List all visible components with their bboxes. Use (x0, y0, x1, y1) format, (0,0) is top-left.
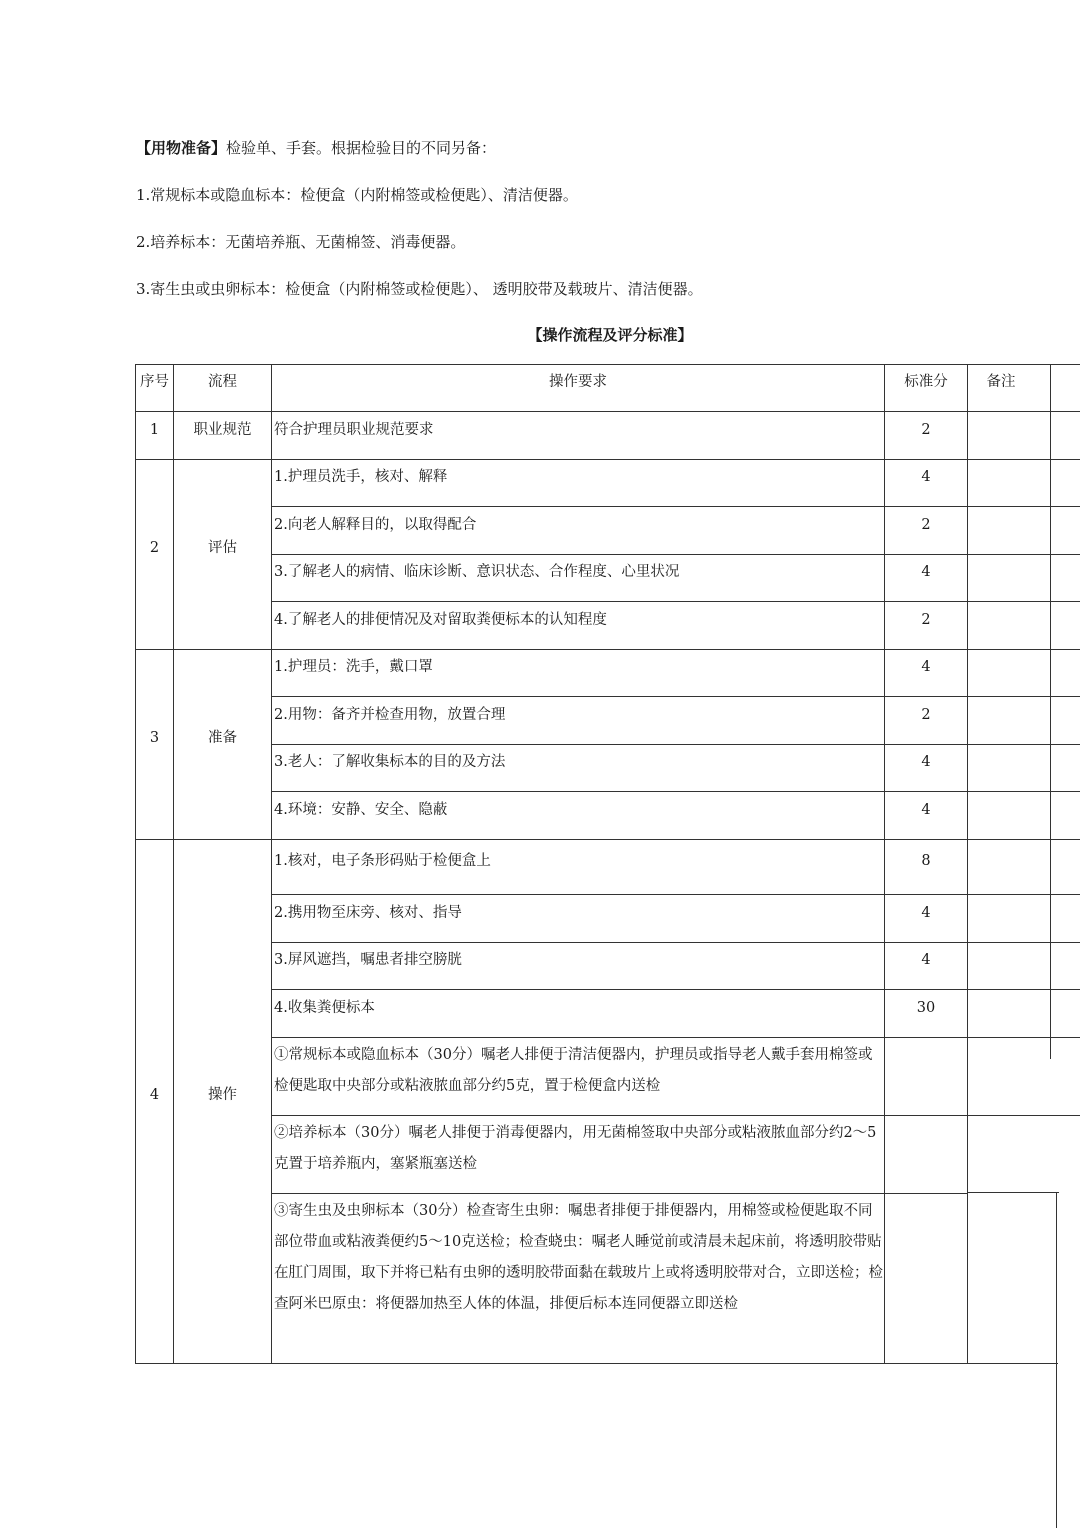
table-border-top (136, 364, 1080, 365)
table-row-score: 2 (921, 517, 931, 533)
table-divider (271, 1193, 967, 1194)
group-process: 职业规范 (193, 422, 252, 438)
group-process: 准备 (208, 730, 237, 746)
table-divider (136, 411, 1080, 412)
table-row-score: 8 (921, 853, 931, 869)
materials-item: 1.常规标本或隐血标本：检便盒（内附棉签或检便匙）、清洁便器。 (136, 186, 578, 204)
table-row-score: 2 (921, 707, 931, 723)
table-row-score: 4 (921, 469, 931, 485)
table-row-score: 4 (921, 754, 931, 770)
table-row-requirement: 3.老人：了解收集标本的目的及方法 (274, 754, 506, 770)
table-divider (136, 649, 1080, 650)
table-column-line (173, 364, 174, 1364)
table-row-requirement: 3.了解老人的病情、临床诊断、意识状态、合作程度、心里状况 (274, 564, 680, 580)
table-column-line (271, 364, 272, 1364)
group-process: 操作 (208, 1087, 237, 1103)
table-divider (271, 791, 1080, 792)
group-no: 4 (149, 1087, 160, 1103)
table-row-score: 4 (921, 952, 931, 968)
table-divider (136, 839, 1080, 840)
table-divider (136, 459, 1080, 460)
table-divider (271, 894, 1080, 895)
table-row-requirement: 1.护理员洗手，核对、解释 (274, 469, 448, 485)
table-divider (271, 696, 1080, 697)
table-divider (271, 601, 1080, 602)
table-row-requirement: 4.收集粪便标本 (274, 1000, 375, 1016)
table-row-requirement: 1.核对，电子条形码贴于检便盒上 (274, 853, 491, 869)
table-row-requirement: 2.携用物至床旁、核对、指导 (274, 905, 462, 921)
table-border-left (135, 364, 136, 1364)
table-column-line (967, 364, 968, 1364)
table-row-requirement: ①常规标本或隐血标本（30分）嘱老人排便于清洁便器内，护理员或指导老人戴手套用棉签或检便匙取中央部分或粘液脓血部分约5克，置于检便盒内送检 (274, 1047, 873, 1094)
header-remark: 备注 (986, 374, 1016, 390)
table-divider (967, 1192, 1059, 1193)
table-row-requirement: 2.向老人解释目的，以取得配合 (274, 517, 477, 533)
table-row-requirement: ③寄生虫及虫卵标本（30分）检查寄生虫卵：嘱患者排便于排便器内，用棉签或检便匙取不同部位带血或粘液粪便约5～10克送检；检查蛲虫：嘱老人睡觉前或清晨未起床前，将透明胶带贴在肛门周围，取下并将已粘有虫卵的透明胶带面黏在载玻片上或将透明胶带对合，立即送检；检查阿米巴原虫：将便器加热至人体的体温，排便后标本连同便器立即送检 (274, 1203, 883, 1312)
table-row-requirement: 4.了解老人的排便情况及对留取粪便标本的认知程度 (274, 612, 607, 628)
table-divider (271, 942, 1080, 943)
materials-item: 2.培养标本：无菌培养瓶、无菌棉签、消毒便器。 (136, 233, 466, 251)
header-no: 序号 (140, 374, 169, 390)
header-process: 流程 (208, 374, 237, 390)
table-row-score: 4 (921, 564, 931, 580)
table-row-score: 2 (921, 422, 931, 438)
table-row-requirement: 4.环境：安静、安全、隐蔽 (274, 802, 448, 818)
header-requirement: 操作要求 (549, 374, 607, 390)
header-score: 标准分 (904, 374, 948, 390)
table-border-bottom (136, 1363, 1058, 1364)
table-row-score: 30 (916, 1000, 936, 1016)
table-column-line (1056, 1192, 1057, 1528)
materials-item: 3.寄生虫或虫卵标本：检便盒（内附棉签或检便匙）、 透明胶带及载玻片、清洁便器。 (136, 280, 703, 298)
table-row-score: 4 (921, 905, 931, 921)
table-divider (271, 554, 1080, 555)
table-divider (271, 744, 1080, 745)
table-divider (271, 506, 1080, 507)
table-row-requirement: ②培养标本（30分）嘱老人排便于消毒便器内，用无菌棉签取中央部分或粘液脓血部分约2～5克置于培养瓶内，塞紧瓶塞送检 (274, 1125, 877, 1172)
table-row-requirement: 2.用物：备齐并检查用物，放置合理 (274, 707, 506, 723)
group-no: 3 (149, 730, 160, 746)
table-row-requirement: 1.护理员：洗手，戴口罩 (274, 659, 433, 675)
table-row-score: 4 (921, 659, 931, 675)
table-row-score: 4 (921, 802, 931, 818)
group-no: 1 (149, 422, 160, 438)
table-row-score: 2 (921, 612, 931, 628)
table-divider (271, 1115, 1080, 1116)
materials-heading: 【用物准备】 (136, 139, 227, 157)
table-title: 【操作流程及评分标准】 (527, 326, 693, 344)
table-row-requirement: 符合护理员职业规范要求 (274, 422, 434, 438)
table-column-line (1050, 364, 1051, 1059)
group-process: 评估 (208, 540, 237, 556)
materials-paragraph (136, 138, 496, 158)
group-no: 2 (149, 540, 160, 556)
table-divider (271, 1037, 1080, 1038)
materials-intro: 检验单、手套。根据检验目的不同另备： (226, 139, 497, 157)
table-divider (271, 989, 1080, 990)
table-row-requirement: 3.屏风遮挡，嘱患者排空膀胱 (274, 952, 462, 968)
